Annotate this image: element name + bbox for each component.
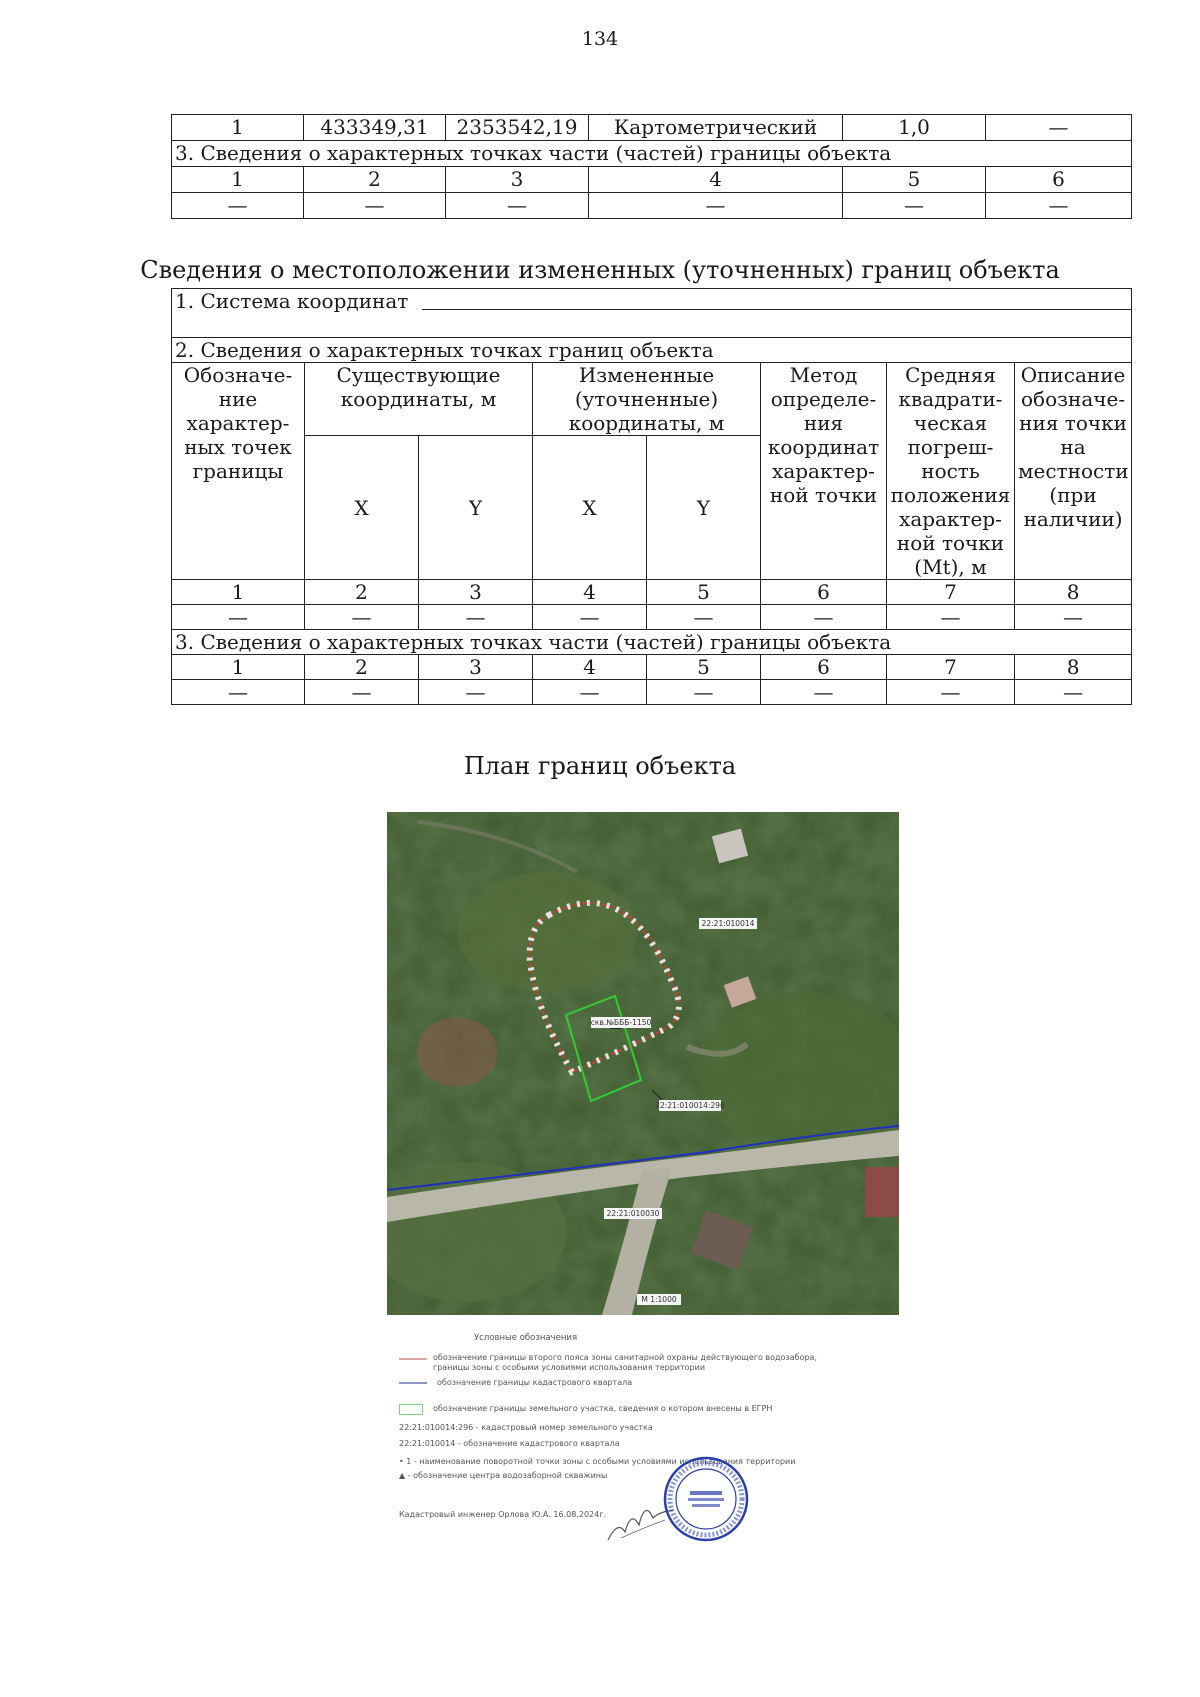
table-row bbox=[172, 167, 1132, 193]
table-cell: — bbox=[887, 605, 1015, 630]
points-table-top bbox=[171, 114, 1132, 219]
table-cell: 4 bbox=[533, 580, 647, 605]
table-cell: Картометрический bbox=[589, 115, 843, 141]
building bbox=[865, 1167, 899, 1217]
table-row bbox=[172, 193, 1132, 219]
section-3-title: 3. Сведения о характерных точках части (частей) границы объекта bbox=[172, 141, 1132, 167]
table-cell: 6 bbox=[986, 167, 1132, 193]
table-cell: 2 bbox=[304, 167, 446, 193]
table-cell: 1,0 bbox=[843, 115, 986, 141]
table-cell: — bbox=[986, 193, 1132, 219]
quarter-label-top: 22:21:010014 bbox=[701, 919, 755, 928]
legend-parcel-swatch bbox=[399, 1404, 423, 1415]
table-cell: 1 bbox=[172, 655, 305, 680]
engineer-seal bbox=[662, 1455, 750, 1543]
table-cell: 6 bbox=[761, 655, 887, 680]
table-cell: 5 bbox=[647, 580, 761, 605]
field-patch bbox=[457, 872, 637, 992]
table-row bbox=[172, 338, 1132, 363]
header-changed-y: Y bbox=[647, 436, 761, 580]
header-description: Описание обозначе- ния точки на местности (при наличии) bbox=[1015, 363, 1132, 580]
header-changed-x: X bbox=[533, 436, 647, 580]
table-cell: — bbox=[172, 193, 304, 219]
table-row bbox=[172, 141, 1132, 167]
legend-item-zone: обозначение границы второго пояса зоны санитарной охраны действующего водозабора, bbox=[433, 1353, 817, 1362]
well-label: скв.№БББ-1150 bbox=[590, 1018, 652, 1027]
table-row bbox=[172, 605, 1132, 630]
header-method: Метод определе- ния координат характер- ной точки bbox=[761, 363, 887, 580]
table-cell: — bbox=[446, 193, 589, 219]
legend-item-quarter: обозначение границы кадастрового квартала bbox=[437, 1378, 633, 1387]
table-cell: — bbox=[533, 680, 647, 705]
legend-zone-swatch bbox=[399, 1358, 427, 1360]
header-existing-y: Y bbox=[419, 436, 533, 580]
table-cell: — bbox=[887, 680, 1015, 705]
legend-item-turning-point: • 1 - наименование поворотной точки зоны с особыми условиями использования территории bbox=[399, 1457, 796, 1466]
table-cell: — bbox=[843, 193, 986, 219]
table-cell: 8 bbox=[1015, 655, 1132, 680]
table-cell: 5 bbox=[647, 655, 761, 680]
red-roof-blur bbox=[417, 1017, 497, 1087]
blank-row bbox=[172, 313, 1132, 338]
table-row bbox=[172, 680, 1132, 705]
table-row bbox=[172, 313, 1132, 338]
quarter-label-bottom: 22:21:010030 bbox=[606, 1209, 660, 1218]
legend-item-zone-cont: границы зоны с особыми условиями использования территории bbox=[433, 1363, 706, 1372]
table-cell: — bbox=[419, 680, 533, 705]
legend-item-well: ▲ - обозначение центра водозаборной скважины bbox=[399, 1471, 608, 1480]
table-cell: 3 bbox=[419, 580, 533, 605]
table-row bbox=[172, 630, 1132, 655]
table-cell: — bbox=[647, 605, 761, 630]
table-cell: 2 bbox=[305, 655, 419, 680]
table-cell: — bbox=[1015, 680, 1132, 705]
coordinate-system-label: 1. Система координат bbox=[175, 289, 409, 313]
table-cell: 3 bbox=[446, 167, 589, 193]
table-cell: 1 bbox=[172, 580, 305, 605]
table-cell: 433349,31 bbox=[304, 115, 446, 141]
legend-item-parcel-number: 22:21:010014:296 - кадастровый номер земельного участка bbox=[399, 1423, 653, 1432]
table-cell: — bbox=[647, 680, 761, 705]
table-cell: — bbox=[986, 115, 1132, 141]
table-cell: — bbox=[305, 605, 419, 630]
boundary-plan-map bbox=[387, 812, 899, 1315]
table-cell: — bbox=[761, 605, 887, 630]
table-cell: — bbox=[305, 680, 419, 705]
table-cell: — bbox=[761, 680, 887, 705]
table-cell: — bbox=[1015, 605, 1132, 630]
table-cell: 8 bbox=[1015, 580, 1132, 605]
table-cell: 5 bbox=[843, 167, 986, 193]
engineer-signature-line: Кадастровый инженер Орлова Ю.А. 16.08.2024г. bbox=[399, 1510, 606, 1519]
map-legend bbox=[387, 1320, 899, 1560]
table-cell: 2 bbox=[305, 580, 419, 605]
coordinate-system-blank bbox=[422, 289, 1131, 310]
legend-quarter-swatch bbox=[399, 1382, 427, 1384]
page-number: 134 bbox=[581, 28, 619, 50]
table-row bbox=[172, 580, 1132, 605]
changed-boundaries-table bbox=[171, 288, 1132, 705]
header-existing-coordinates: Существующие координаты, м bbox=[305, 363, 533, 436]
legend-item-parcel: обозначение границы земельного участка, сведения о котором внесены в ЕГРН bbox=[433, 1404, 773, 1413]
table-cell: — bbox=[304, 193, 446, 219]
plan-title: План границ объекта bbox=[463, 752, 737, 780]
well-center-icon: ▲ bbox=[399, 1471, 406, 1480]
table-cell: 2353542,19 bbox=[446, 115, 589, 141]
table-cell: 1 bbox=[172, 115, 304, 141]
table-cell: 4 bbox=[533, 655, 647, 680]
table-cell: 4 bbox=[589, 167, 843, 193]
section-title: Сведения о местоположении измененных (уточненных) границ объекта bbox=[140, 256, 1060, 284]
table-cell: 7 bbox=[887, 580, 1015, 605]
table-row bbox=[172, 115, 1132, 141]
table-cell: — bbox=[172, 680, 305, 705]
table-cell: — bbox=[172, 605, 305, 630]
scale-label: М 1:1000 bbox=[641, 1295, 677, 1304]
table-cell: 6 bbox=[761, 580, 887, 605]
table-cell: — bbox=[589, 193, 843, 219]
header-existing-x: X bbox=[305, 436, 419, 580]
table-row bbox=[172, 363, 1132, 436]
section-3-title: 3. Сведения о характерных точках части (частей) границы объекта bbox=[172, 630, 1132, 655]
legend-title: Условные обозначения bbox=[474, 1333, 578, 1343]
parcel-label: 22:21:010014:296 bbox=[655, 1101, 725, 1110]
coordinate-system-row bbox=[172, 289, 1132, 314]
section-2-title: 2. Сведения о характерных точках границ объекта bbox=[172, 338, 1132, 363]
header-error: Средняя квадрати- ческая погреш- ность положения характер- ной точки (Mt), м bbox=[887, 363, 1015, 580]
table-row bbox=[172, 655, 1132, 680]
table-row bbox=[172, 289, 1132, 314]
table-cell: 1 bbox=[172, 167, 304, 193]
header-changed-coordinates: Измененные (уточненные) координаты, м bbox=[533, 363, 761, 436]
header-point-designation: Обозначе- ние характер- ных точек границы bbox=[172, 363, 305, 580]
legend-item-quarter-number: 22:21:010014 - обозначение кадастрового квартала bbox=[399, 1439, 620, 1448]
table-cell: 3 bbox=[419, 655, 533, 680]
table-cell: — bbox=[419, 605, 533, 630]
table-cell: — bbox=[533, 605, 647, 630]
table-cell: 7 bbox=[887, 655, 1015, 680]
